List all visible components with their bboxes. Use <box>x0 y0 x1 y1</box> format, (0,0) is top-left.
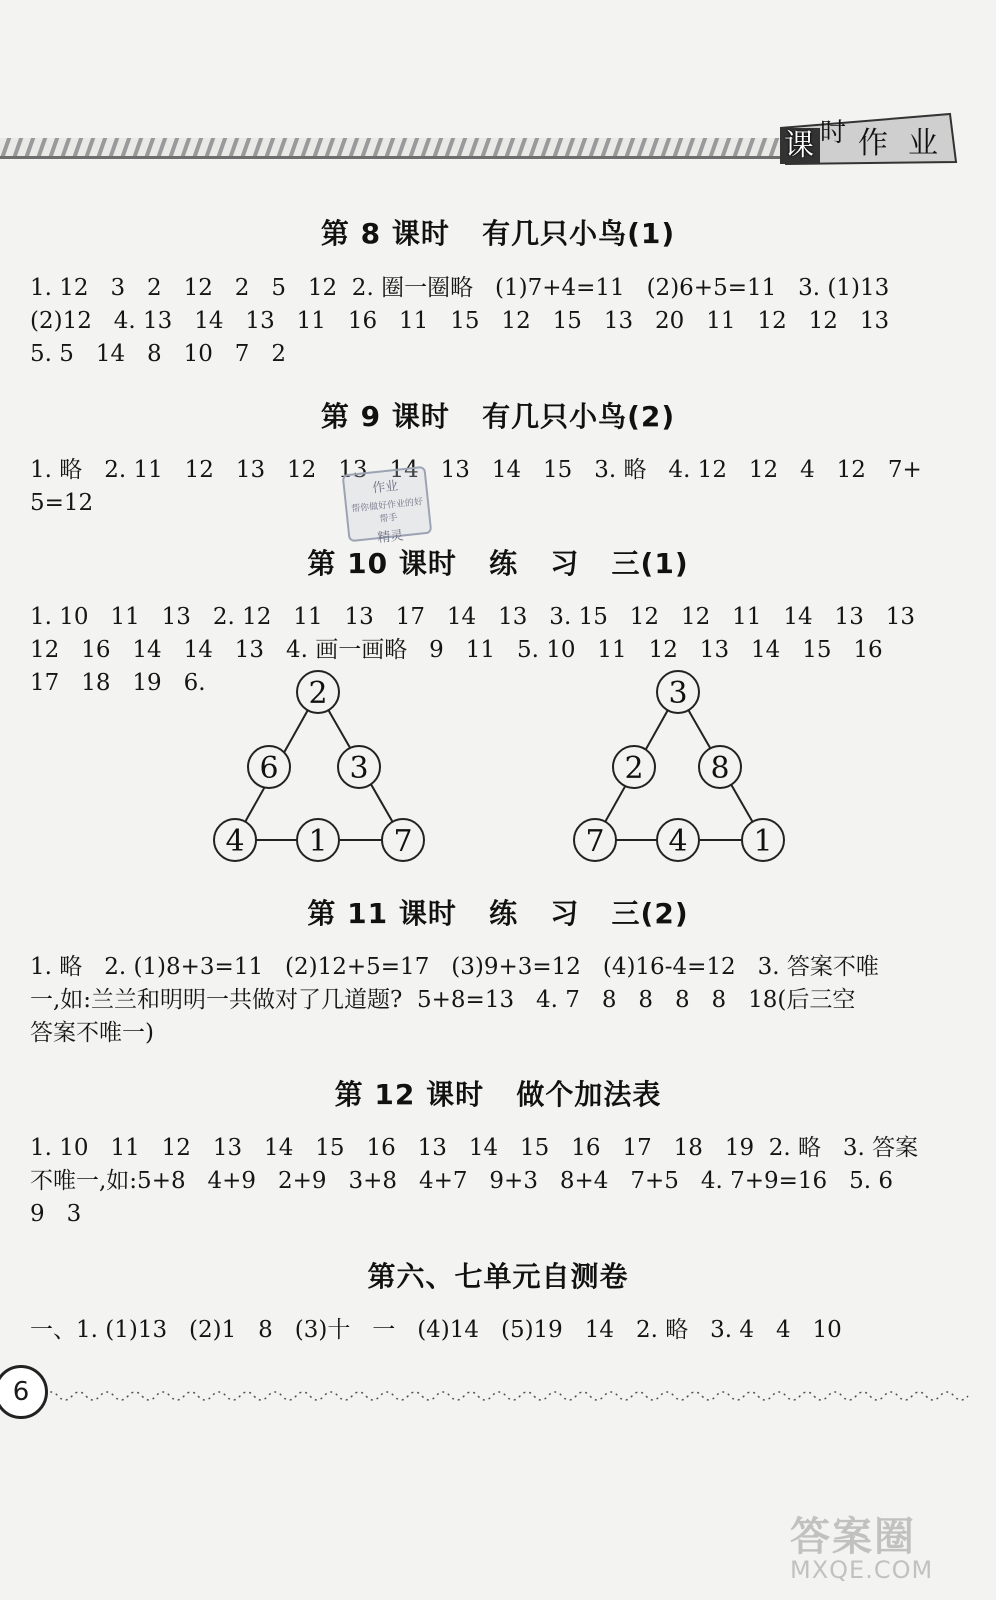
header-char-3: 作 <box>858 126 888 161</box>
section-title-lesson-12: 第 12 课时 做个加法表 <box>334 1078 662 1111</box>
node-label: 2 <box>624 751 644 786</box>
answer-line: 17 18 19 6. <box>30 670 206 696</box>
header-char-4: 业 <box>908 126 938 161</box>
answer-line: 答案不唯一) <box>30 1020 154 1046</box>
node-label: 4 <box>668 824 688 859</box>
triangle-node <box>248 746 290 788</box>
footer-dotted-rule <box>30 1390 980 1408</box>
answer-line: 1. 略 2. 11 12 13 12 13 14 13 14 15 3. 略 4. 12 12 4 12 7+ <box>30 457 922 483</box>
stamp-line: 精灵 <box>376 528 405 547</box>
answer-line: 1. 略 2. (1)8+3=11 (2)12+5=17 (3)9+3=12 (4)16-4=12 3. 答案不唯 <box>30 954 879 980</box>
section-title-lesson-10: 第 10 课时 练 习 三(1) <box>307 547 689 580</box>
answer-line: (2)12 4. 13 14 13 11 16 11 15 12 15 13 20 11 12 12 13 <box>30 308 890 334</box>
section-title-lesson-8a: 第 8 课时 有几只小鸟(1) <box>320 217 676 250</box>
section-title-lesson-11: 第 11 课时 练 习 三(2) <box>307 897 689 930</box>
watermark-logo <box>790 1505 980 1585</box>
triangle-node <box>574 819 616 861</box>
node-label: 1 <box>308 824 328 859</box>
header-stripe-band <box>0 130 780 164</box>
stamp-logo <box>342 466 433 547</box>
watermark-text: 答案圈 <box>790 1514 916 1560</box>
header-char-2: 时 <box>820 118 847 148</box>
header-char-1: 课 <box>784 128 814 163</box>
triangle-node <box>382 819 424 861</box>
number-triangle-1 <box>205 670 435 870</box>
header-tag <box>780 110 960 166</box>
node-label: 7 <box>585 824 605 859</box>
answer-line: 9 3 <box>30 1201 82 1227</box>
answer-line: 一,如:兰兰和明明一共做对了几道题? 5+8=13 4. 7 8 8 8 8 18(后三空 <box>30 987 856 1013</box>
section-title-lesson-9: 第 9 课时 有几只小鸟(2) <box>320 400 676 433</box>
section-title-unit-test: 第六、七单元自测卷 <box>367 1260 629 1293</box>
triangle-node <box>699 746 741 788</box>
triangle-node <box>613 746 655 788</box>
node-label: 7 <box>393 824 413 859</box>
stamp-line: 帮你做好作业的好帮手 <box>350 497 424 525</box>
node-label: 3 <box>668 676 688 711</box>
node-label: 3 <box>349 751 369 786</box>
watermark-url: MXQE.COM <box>790 1556 934 1584</box>
triangle-node <box>297 671 339 713</box>
triangle-node <box>297 819 339 861</box>
answer-line: 1. 12 3 2 12 2 5 12 2. 圈一圈略 (1)7+4=11 (2)6+5=11 3. (1)13 <box>30 275 890 301</box>
node-label: 2 <box>308 676 328 711</box>
answer-line: 1. 10 11 12 13 14 15 16 13 14 15 16 17 18 19 2. 略 3. 答案 <box>30 1135 919 1161</box>
answer-line: 不唯一,如:5+8 4+9 2+9 3+8 4+7 9+3 8+4 7+5 4. 7+9=16 5. 6 <box>30 1168 893 1194</box>
answer-line: 1. 10 11 13 2. 12 11 13 17 14 13 3. 15 12 12 11 14 13 13 <box>30 604 916 630</box>
number-triangle-2 <box>565 670 795 870</box>
stamp-line: 作业 <box>371 478 399 497</box>
answer-line: 5. 5 14 8 10 7 2 <box>30 341 286 367</box>
node-label: 1 <box>753 824 773 859</box>
triangle-node <box>338 746 380 788</box>
page-number: 6 <box>0 1365 48 1419</box>
triangle-node <box>657 819 699 861</box>
node-label: 8 <box>710 751 730 786</box>
node-label: 4 <box>225 824 245 859</box>
triangle-node <box>742 819 784 861</box>
answer-line: 一、1. (1)13 (2)1 8 (3)十 一 (4)14 (5)19 14 2. 略 3. 4 4 10 <box>30 1317 842 1343</box>
answer-line: 12 16 14 14 13 4. 画一画略 9 11 5. 10 11 12 13 14 15 16 <box>30 637 883 663</box>
triangle-node <box>657 671 699 713</box>
answer-line: 5=12 <box>30 490 94 516</box>
node-label: 6 <box>259 751 279 786</box>
triangle-node <box>214 819 256 861</box>
